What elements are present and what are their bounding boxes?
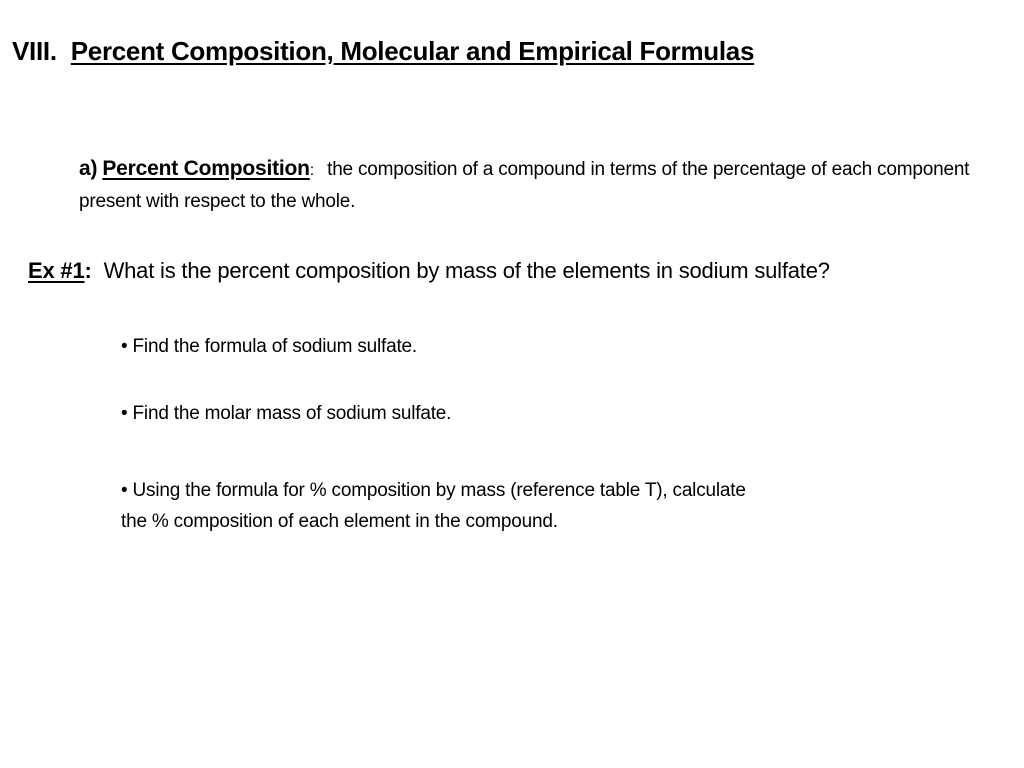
title-text: Percent Composition, Molecular and Empirical Formulas <box>70 36 755 66</box>
example-question <box>28 256 1018 286</box>
definition-label: a) <box>79 157 98 180</box>
bullet-item: • Using the formula for % composition by mass (reference table T), calculate the % composition of each element in the compound. <box>121 480 746 532</box>
example-question-text: What is the percent composition by mass of the elements in sodium sulfate? <box>103 258 830 283</box>
example-colon: : <box>84 258 92 283</box>
bullet-item: • Find the molar mass of sodium sulfate. <box>121 403 452 424</box>
example-label: Ex #1 <box>28 258 85 283</box>
definition-term: Percent Composition <box>102 157 310 180</box>
definition-paragraph <box>79 153 1009 217</box>
page-title <box>12 36 754 67</box>
definition-colon: : <box>309 162 315 179</box>
bullet-item: • Find the formula of sodium sulfate. <box>121 336 418 357</box>
title-number: VIII. <box>12 36 57 66</box>
definition-text: the composition of a compound in terms of the percentage of each component present with respect to the whole. <box>79 159 970 212</box>
